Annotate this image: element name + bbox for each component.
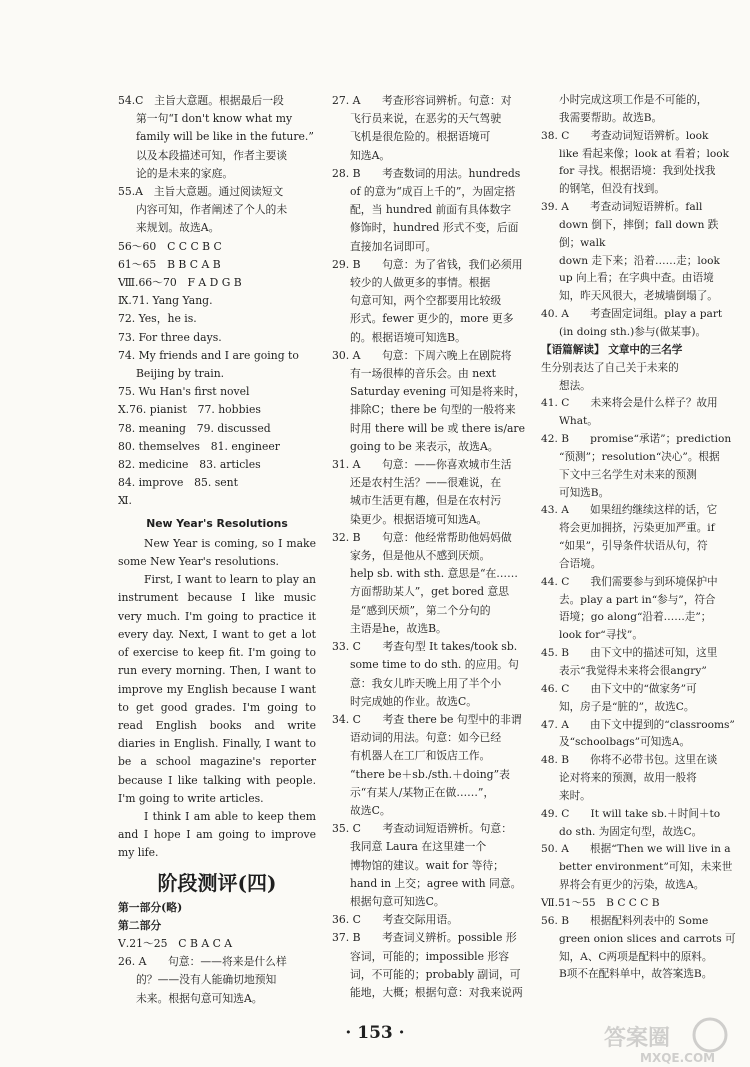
answer-line: 小时完成这项工作是不可能的， [559,94,708,106]
answer-line: 32. B 句意：他经常帮助他妈妈做 [332,530,512,544]
answer-line: 84. improve 85. sent [118,476,238,490]
answer-line: 61～65 B B C A B [118,257,221,271]
answer-line: 容词，可能的；impossible 形容 [350,949,509,963]
answer-line: 36. C 考查交际用语。 [332,913,459,927]
answer-line: 形式。fewer 更少的，more 更多 [350,312,514,326]
answer-line: 去。play a part in“参与”，符合 [559,593,716,606]
column-left [118,92,316,1008]
answer-line: 42. B promise“承诺”；prediction [541,433,732,446]
answer-line: 意：我女儿昨天晚上用了半个小 [350,676,502,690]
answer-line: 及“schoolbags”可知选A。 [559,736,691,749]
answer-line: 73. For three days. [118,330,222,344]
answer-line: 78. meaning 79. discussed [118,421,271,435]
essay-paragraph: New Year is coming, so I make some New Year's resolutions. [118,536,316,569]
answer-line: 40. A 考查固定词组。play a part [541,308,723,321]
answer-line: 界将会有更少的污染，故选A。 [559,879,705,892]
answer-line: 48. B 你将不必带书包。这里在谈 [541,754,718,767]
answer-line: 根据句意可知选C。 [350,894,445,908]
answer-line: 31. A 句意：——你喜欢城市生活 [332,458,512,472]
answer-line: 飞机是很危险的。根据语境可 [350,130,491,144]
answer-line: B项不在配料单中，故答案选B。 [559,968,713,981]
answer-line: 有机器人在工厂和饭店工作。 [350,749,491,763]
svg-text:答案圈: 答案圈 [604,1026,671,1051]
answer-line: 语动词的用法。句意：如今已经 [350,731,502,745]
answer-line: 35. C 考查动词短语辨析。句意： [332,822,513,836]
answer-line: 55.A 主旨大意题。通过阅读短文 [118,185,284,199]
answer-line: 41. C 未来将会是什么样子？故用 [541,397,718,410]
answer-line: 28. B 考查数词的用法。hundreds [332,166,521,180]
answer-line: 想法。 [559,379,591,392]
answer-line: “如果”，引导条件状语从句，符 [559,540,708,553]
answer-line: going to be 来表示，故选A。 [350,439,499,453]
answer-line: 示“有某人/某物正在做……”， [350,785,495,799]
answer-line: 26. A 句意：——将来是什么样 [118,955,287,969]
answer-line: 未来。根据句意可知选A。 [136,991,263,1005]
answer-line: up 向上看；在字典中查。由语境 [559,272,714,285]
page-number: · 153 · [345,1023,405,1043]
answer-line: 30. A 句意：下周六晚上在剧院将 [332,348,512,362]
section-marker-xi: Ⅺ. [118,494,132,508]
answer-line: 词，不可能的；probably 副词，可 [350,967,521,981]
answer-line: 能地，大概；根据句意：对我来说两 [350,985,523,999]
answer-line: 下文中三名学生对未来的预测 [559,468,697,481]
answer-line: 43. A 如果纽约继续这样的话，它 [541,504,718,517]
answer-line: 染更少。根据语境可知选A。 [350,512,488,526]
answer-line: (in doing sth.)参与(做某事)。 [559,325,707,338]
answer-line: 来规划。故选A。 [136,221,220,235]
answer-line: 以及本段描述可知，作者主要谈 [136,148,288,162]
answer-line: 44. C 我们需要参与到环境保护中 [541,575,718,588]
part2-heading: 第二部分 [118,918,162,932]
answer-line: family will be like in the future.” [136,130,314,144]
answer-line: 第一句“I don't know what my [136,112,293,126]
answer-line: 是“感到厌烦”，第二个分句的 [350,603,491,617]
essay-title: New Year's Resolutions [146,516,288,530]
answer-line: 我同意 Laura 在这里建一个 [350,840,487,854]
answer-line: 飞行员来说，在恶劣的天气驾驶 [350,112,502,126]
answer-line: 我需要帮助。故选B。 [559,111,663,124]
answer-line: better environment”可知，未来世 [559,861,733,874]
answer-line: 54.C 主旨大意题。根据最后一段 [118,94,284,107]
answer-line: 知，昨天风很大，老城墙倒塌了。 [559,290,718,303]
essay-paragraph: I think I am able to keep them and I hope I am going to improve my life. [118,809,316,860]
answer-line: of 的意为“成百上千的”，为固定搭 [350,185,516,199]
answer-line: 来时。 [559,789,591,802]
answer-line: 82. medicine 83. articles [118,458,261,472]
answer-line: 语境；go along“沿着……走”； [559,611,712,624]
column-middle [332,92,526,1002]
answer-line: 34. C 考查 there be 句型中的非谓 [332,712,522,726]
answer-line: some time to do sth. 的应用。句 [350,658,519,672]
answer-line: 知，A、C两项是配料中的原料。 [559,950,713,963]
answer-line: do sth. 为固定句型，故选C。 [559,825,703,838]
answer-line: green onion slices and carrots 可 [559,932,736,945]
answer-line: down 走下来；沿着……走；look [559,254,720,267]
answer-line: 45. B 由下文中的描述可知，这里 [541,647,718,660]
answer-line: 直接加名词即可。 [350,239,437,253]
answer-line: down 倒下，摔倒；fall down 跌倒；walk [559,218,719,249]
answer-line: Ⅸ.71. Yang Yang. [118,294,213,308]
answer-line: 还是农村生活？——很难说，在 [350,476,502,490]
answer-line: 内容可知，作者阐述了个人的未 [136,203,288,217]
answer-line: 39. A 考查动词短语辨析。fall [541,201,703,214]
answer-line: hand in 上交；agree with 同意。 [350,876,522,890]
answer-line: like 看起来像；look at 看着；look [559,147,730,160]
answer-line: 知选A。 [350,148,391,162]
answer-line: 47. A 由下文中提到的“classrooms” [541,718,735,731]
answer-line: 修饰时，hundred 形式不变，后面 [350,221,519,235]
answer-line: Ⅹ.76. pianist 77. hobbies [118,403,261,417]
answer-line: 生分别表达了自己关于未来的 [541,361,679,374]
answer-line: 知，房子是“脏的”，故选C。 [559,700,695,713]
answer-line: 29. B 句意：为了省钱，我们必须用 [332,257,523,271]
answer-line: 的钢笔，但没有找到。 [559,183,665,196]
answer-line: “there be＋sb./sth.＋doing”表 [350,767,510,781]
answer-line: 主语是he，故选B。 [350,621,447,635]
answer-line: 论对将来的预测，故用一般将 [559,772,697,785]
answer-line: 的。根据语境可知选B。 [350,330,466,344]
answer-line: 56. B 根据配料列表中的 Some [541,914,709,927]
answer-line: 家务，但是他从不感到厌烦。 [350,549,491,563]
answer-line: look for“寻找”。 [559,629,643,642]
part1-heading: 第一部分(略) [118,900,183,914]
answer-line: 配，当 hundred 前面有具体数字 [350,203,512,217]
answer-line: 时完成她的作业。故选C。 [350,694,478,708]
answer-line: 50. A 根据“Then we will live in a [541,843,731,856]
answer-line: 排除C；there be 句型的一般将来 [350,403,516,417]
answer-line: 38. C 考查动词短语辨析。look [541,129,709,142]
passage-analysis-heading: 【语篇解读】 文章中的三名学 [541,343,683,356]
answer-line: 论的是未来的家庭。 [136,166,234,180]
answer-line: 故选C。 [350,803,391,817]
answer-line: Beijing by train. [136,367,225,381]
watermark-logo [600,1015,740,1065]
answer-line: 75. Wu Han's first novel [118,385,250,399]
answer-line: 56～60 C C C B C [118,239,222,253]
answer-line: What。 [559,415,598,428]
answer-line: Saturday evening 可知是将来时， [350,385,526,399]
essay-body [118,535,316,863]
answer-line: 方面帮助某人”，get bored 意思 [350,585,510,599]
answer-line: 80. themselves 81. engineer [118,439,280,453]
answer-line: 74. My friends and I are going to [118,348,299,362]
answer-line: Ⅷ.66～70 F A D G B [118,276,242,290]
answer-line: 可知选B。 [559,486,610,499]
answer-line: “预测”；resolution“决心”。根据 [559,450,720,463]
answer-line: for 寻找。根据语境：我到处找我 [559,165,716,178]
answer-line: 时用 there will be 或 there is/are [350,421,525,435]
answer-line: 博物馆的建议。wait for 等待； [350,858,504,872]
answer-line: 33. C 考查句型 It takes/took sb. [332,640,518,654]
answer-line: 27. A 考查形容词辨析。句意：对 [332,94,512,107]
answer-line: 46. C 由下文中的“做家务”可 [541,682,697,695]
answer-line: 表示“我觉得未来将会很angry” [559,665,707,677]
answer-line: 较少的人做更多的事情。根据 [350,276,491,290]
answer-line: 有一场很棒的音乐会。由 next [350,367,496,381]
answer-line: 城市生活更有趣，但是在农村污 [350,494,502,508]
answer-line: 句意可知，两个空都要用比较级 [350,294,502,308]
answer-line: Ⅶ.51～55 B C C C B [541,896,660,909]
answer-line: 将会更加拥挤，污染更加严重。if [559,522,715,535]
section-title: 阶段测评(四) [157,870,277,895]
column-right [541,92,737,984]
answer-line: 合语境。 [559,557,602,570]
answer-line: help sb. with sth. 意思是“在…… [350,567,518,581]
answer-line: 49. C It will take sb.＋时间＋to [541,807,721,820]
svg-text:MXQE.COM: MXQE.COM [640,1051,716,1065]
essay-paragraph: First, I want to learn to play an instrument because I like music very much. I'm going to practice it every day. Next, I want to get a lot of exercise to keep fit. I'm going to run every morning. Then, I want to improve my English because I want to get good grades. I'm going to read English books and write diaries in English. Finally, I want to be a school magazine's reporter because I like talking with people. I'm going to write articles. [118,573,316,805]
answer-line: 的？——没有人能确切地预知 [136,973,277,987]
answer-line: Ⅴ.21～25 C B A C A [118,936,233,950]
answer-line: 72. Yes，he is. [118,312,197,326]
answer-line: 37. B 考查词义辨析。possible 形 [332,931,517,945]
